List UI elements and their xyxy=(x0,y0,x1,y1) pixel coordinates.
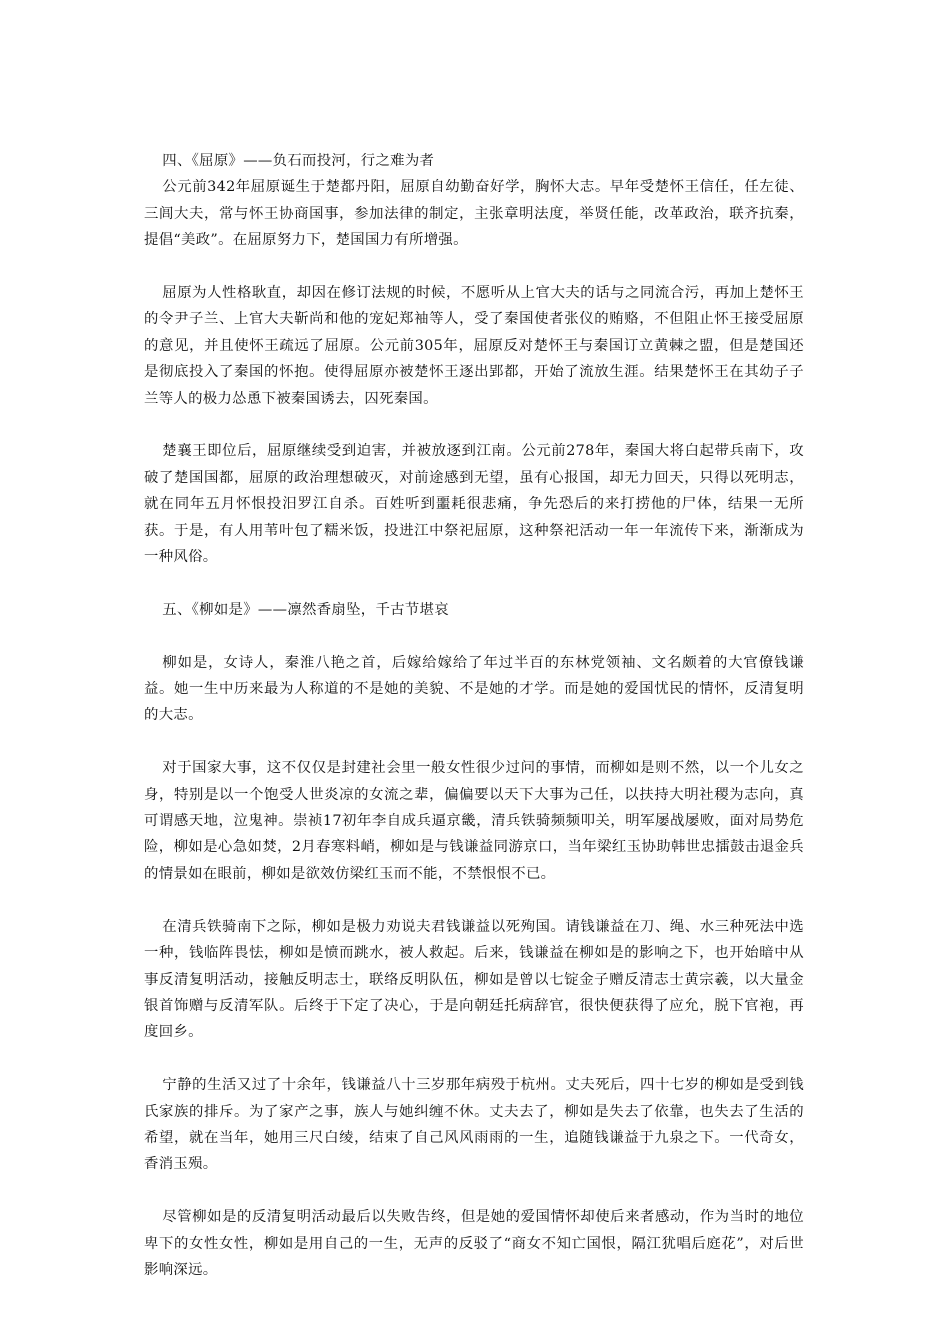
paragraph-gap xyxy=(144,887,804,913)
paragraph-gap xyxy=(144,570,804,596)
paragraph-liu-rushi-death: 宁静的生活又过了十余年，钱谦益八十三岁那年病殁于杭州。丈夫死后，四十七岁的柳如是受到钱氏家族的排斥。为了家产之事，族人与她纠缠不休。丈夫去了，柳如是失去了依靠，也失去了生活的希望，就在当年，她用三尺白绫，结束了自己风风雨雨的一生，追随钱谦益于九泉之下。一代奇女，香消玉殒。 xyxy=(144,1077,804,1173)
section-heading-qu-yuan: 四、《屈原》——负石而投河，行之难为者 xyxy=(162,153,435,169)
paragraph-liu-rushi-resistance: 在清兵铁骑南下之际，柳如是极力劝说夫君钱谦益以死殉国。请钱谦益在刀、绳、水三种死法中选一种，钱临阵畏怯，柳如是愤而跳水，被人救起。后来，钱谦益在柳如是的影响之下，也开始暗中从事反清复明活动，接触反明志士，联络反明队伍，柳如是曾以七锭金子赠反清志士黄宗羲，以大量金银首饰赠与反清军队。后终于下定了决心，于是向朝廷托病辞官，很快便获得了应允，脱下官袍，再度回乡。 xyxy=(144,918,804,1041)
paragraph-liu-rushi-legacy: 尽管柳如是的反清复明活动最后以失败告终，但是她的爱国情怀却使后来者感动，作为当时的地位卑下的女性女性，柳如是用自己的一生，无声的反驳了“商女不知亡国恨，隔江犹唱后庭花”，对后世影响深远。 xyxy=(144,1209,804,1278)
paragraph-gap xyxy=(144,729,804,755)
paragraph-liu-rushi-intro: 柳如是，女诗人，秦淮八艳之首，后嫁给嫁给了年过半百的东林党领袖、文名颇着的大官僚钱谦益。她一生中历来最为人称道的不是她的美貌、不是她的才学。而是她的爱国忧民的情怀，反清复明的大志。 xyxy=(144,654,804,724)
section-heading-liu-rushi: 五、《柳如是》——凛然香扇坠，千古节堪哀 xyxy=(162,601,449,618)
paragraph-gap xyxy=(144,623,804,649)
paragraph-gap xyxy=(144,1046,804,1072)
paragraph-qu-yuan-death: 楚襄王即位后，屈原继续受到迫害，并被放逐到江南。公元前278年，秦国大将白起带兵南下，攻破了楚国国都，屈原的政治理想破灭，对前途感到无望，虽有心报国，却无力回天，只得以死明志，就在同年五月怀恨投汨罗江自杀。百姓听到噩耗很悲痛，争先恐后的来打捞他的尸体，结果一无所获。于是，有人用苇叶包了糯米饭，投进江中祭祀屈原，这种祭祀活动一年一年流传下来，渐渐成为一种风俗。 xyxy=(144,443,804,566)
paragraph-qu-yuan-exile: 屈原为人性格耿直，却因在修订法规的时候，不愿听从上官大夫的话与之同流合污，再加上楚怀王的令尹子兰、上官大夫靳尚和他的宠妃郑袖等人，受了秦国使者张仪的贿赂，不但阻止怀王接受屈原的意见，并且使怀王疏远了屈原。公元前305年，屈原反对楚怀王与秦国订立黄棘之盟，但是楚国还是彻底投入了秦国的怀抱。使得屈原亦被楚怀王逐出郢都，开始了流放生涯。结果楚怀王在其幼子子兰等人的极力怂恿下被秦国诱去，囚死秦国。 xyxy=(144,285,804,407)
paragraph-liu-rushi-patriotism: 对于国家大事，这不仅仅是封建社会里一般女性很少过问的事情，而柳如是则不然，以一个儿女之身，特别是以一个饱受人世炎凉的女流之辈，偏偏要以天下大事为己任，以扶持大明社稷为志向，真可谓感天地，泣鬼神。崇祯17初年李自成兵逼京畿，清兵铁骑频频叩关，明军屡战屡败，面对局势危险，柳如是心急如焚，2月春寒料峭，柳如是与钱谦益同游京口，当年梁红玉协助韩世忠擂鼓击退金兵的情景如在眼前，柳如是欲效仿梁红玉而不能，不禁恨恨不已。 xyxy=(144,760,804,882)
paragraph-qu-yuan-birth: 公元前342年屈原诞生于楚都丹阳，屈原自幼勤奋好学，胸怀大志。早年受楚怀王信任，任左徒、三闾大夫，常与怀王协商国事，参加法律的制定，主张章明法度，举贤任能，改革政治，联齐抗秦，提倡“美政”。在屈原努力下，楚国国力有所增强。 xyxy=(144,179,804,249)
paragraph-gap xyxy=(144,1178,804,1204)
document-body xyxy=(144,148,804,1283)
paragraph-gap xyxy=(144,254,804,280)
paragraph-gap xyxy=(144,412,804,438)
